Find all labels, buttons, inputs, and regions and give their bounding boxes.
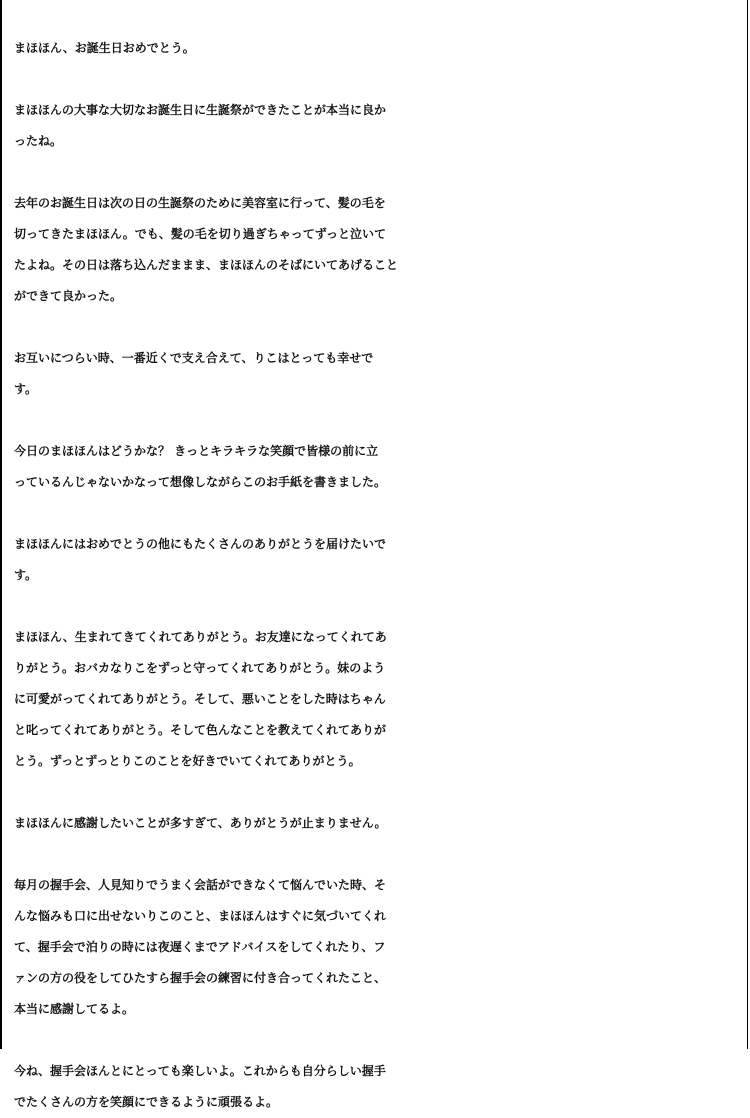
text-line: まほほん、生まれてきてくれてありがとう。お友達になってくれてあ [14, 630, 387, 644]
paragraph [14, 1056, 744, 1118]
text-line: ァンの方の役をしてひたすら握手会の練習に付き合ってくれたこと、 [14, 971, 387, 985]
text-line: たよね。その日は落ち込んだままま、まほほんのそばにいてあげること [14, 258, 399, 272]
text-line: りがとう。おバカなりこをずっと守ってくれてありがとう。妹のよう [14, 661, 386, 675]
text-line: 切ってきたまほほん。でも、髪の毛を切り過ぎちゃってずっと泣いて [14, 227, 387, 241]
paragraph [14, 622, 744, 777]
paragraph [14, 95, 744, 157]
text-line: まほほんにはおめでとうの他にもたくさんのありがとうを届けたいで [14, 537, 387, 551]
paragraph-gap [14, 405, 744, 436]
text-line: んな悩みも口に出せないりこのこと、まほほんはすぐに気づいてくれ [14, 909, 387, 923]
paragraph [14, 343, 744, 405]
paragraph-gap [14, 312, 744, 343]
text-line: 去年のお誕生日は次の日の生誕祭のために美容室に行って、髪の毛を [14, 196, 386, 210]
text-line: て、握手会で泊りの時には夜遅くまでアドバイスをしてくれたり、フ [14, 940, 386, 954]
text-line: まほほん、お誕生日おめでとう。 [14, 41, 195, 55]
paragraph-gap [14, 157, 744, 188]
text-line: 毎月の握手会、人見知りでうまく会話ができなくて悩んでいた時、そ [14, 878, 387, 892]
text-line: す。 [14, 568, 38, 582]
text-line: に可愛がってくれてありがとう。そして、悪いことをした時はちゃん [14, 692, 386, 706]
text-line: す。 [14, 382, 38, 396]
paragraph-gap [14, 591, 744, 622]
text-line: ったね。 [14, 134, 63, 148]
text-line: ができて良かった。 [14, 289, 123, 303]
paragraph-gap [14, 777, 744, 808]
text-line: とう。ずっとずっとりこのことを好きでいてくれてありがとう。 [14, 754, 361, 768]
text-line: っているんじゃないかなって想像しながらこのお手紙を書きました。 [14, 475, 387, 489]
text-line: まほほんに感謝したいことが多すぎて、ありがとうが止まりません。 [14, 816, 387, 830]
paragraph [14, 870, 744, 1025]
letter-text [14, 33, 744, 1118]
paragraph-gap [14, 839, 744, 870]
paragraph-gap [14, 1025, 744, 1056]
text-line: 本当に感謝してるよ。 [14, 1002, 135, 1016]
text-line: まほほんの大事な大切なお誕生日に生誕祭ができたことが本当に良か [14, 103, 387, 117]
text-line: 今日のまほほんはどうかな？ きっとキラキラな笑顔で皆様の前に立 [14, 444, 379, 458]
text-line: 今ね、握手会ほんとにとっても楽しいよ。これからも自分らしい握手 [14, 1064, 386, 1078]
text-line: と叱ってくれてありがとう。そして色んなことを教えてくれてありが [14, 723, 387, 737]
paragraph [14, 436, 744, 498]
paragraph [14, 808, 744, 839]
paragraph-gap [14, 498, 744, 529]
paragraph [14, 33, 744, 64]
paragraph [14, 529, 744, 591]
text-line: お互いにつらい時、一番近くで支え合えて、りこはとっても幸せで [14, 351, 374, 365]
text-line: でたくさんの方を笑顔にできるように頑張るよ。 [14, 1095, 279, 1109]
paragraph [14, 188, 744, 312]
paragraph-gap [14, 64, 744, 95]
